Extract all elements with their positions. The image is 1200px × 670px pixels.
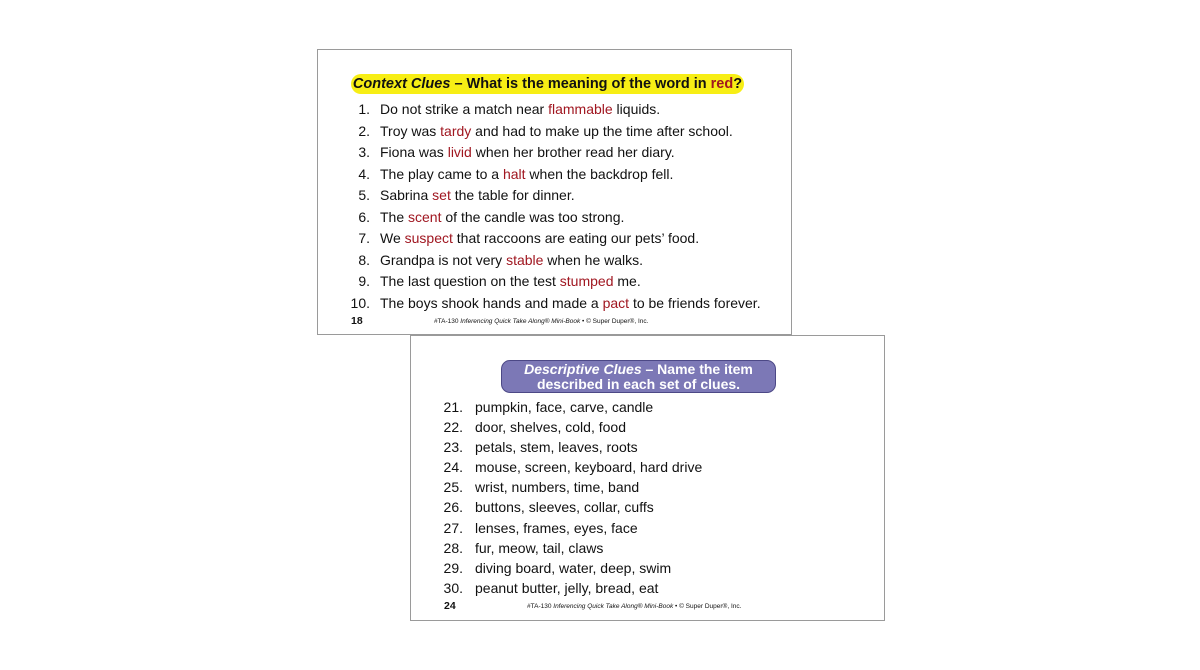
context-clues-banner (351, 74, 744, 94)
list-item (348, 293, 761, 315)
list-item (348, 121, 761, 143)
item-text: buttons, sleeves, collar, cuffs (475, 499, 654, 516)
footer-credit (527, 603, 741, 610)
target-word: halt (502, 165, 526, 182)
item-number: 5. (358, 187, 370, 203)
list-item (348, 99, 761, 121)
footer-code: #TA-130 (527, 603, 554, 610)
item-text: to be friends forever. (629, 294, 761, 311)
list-item (348, 271, 761, 293)
item-number: 25. (443, 479, 463, 496)
banner-italic-title: Context Clues (352, 76, 451, 92)
item-text: Troy was (380, 122, 441, 139)
item-text: The play came to a (380, 165, 503, 182)
banner-italic-title: Descriptive Clues (524, 361, 642, 377)
item-number: 26. (443, 499, 463, 516)
target-word: livid (447, 144, 472, 160)
item-text: Grandpa is not very (380, 251, 507, 268)
item-text: Fiona was (380, 144, 448, 160)
descriptive-clues-list (435, 397, 702, 598)
banner-text: – What is the meaning of the word in (450, 76, 711, 92)
context-clues-list (348, 99, 761, 314)
item-number: 10. (350, 294, 370, 311)
target-word: stumped (559, 273, 614, 289)
item-text: petals, stem, leaves, roots (475, 439, 638, 456)
item-number: 27. (443, 519, 463, 536)
item-text: me. (613, 273, 641, 289)
list-item (435, 477, 702, 497)
footer-code: #TA-130 (434, 318, 461, 325)
item-text: Do not strike a match near (380, 101, 549, 117)
item-text: pumpkin, face, carve, candle (475, 399, 654, 415)
target-word: suspect (404, 230, 453, 246)
target-word: stable (506, 251, 544, 268)
item-text: The (380, 208, 409, 225)
item-number: 22. (443, 419, 463, 436)
list-item (348, 142, 761, 164)
item-number: 3. (358, 144, 370, 160)
list-item (435, 457, 702, 477)
page-number: 24 (444, 600, 456, 612)
item-number: 24. (443, 459, 463, 476)
item-text: Sabrina (380, 187, 433, 203)
item-text: diving board, water, deep, swim (475, 559, 672, 576)
item-text: of the candle was too strong. (441, 208, 625, 225)
item-text: when the backdrop fell. (525, 165, 674, 182)
banner-line-2: described in each set of clues. (536, 376, 741, 392)
page-number: 18 (351, 315, 363, 327)
item-text: The boys shook hands and made a (380, 294, 603, 311)
item-text: door, shelves, cold, food (475, 419, 626, 436)
descriptive-clues-card (410, 335, 885, 621)
target-word: flammable (548, 101, 613, 117)
banner-text: – Name the item (641, 361, 753, 377)
item-text: when he walks. (543, 251, 644, 268)
banner-end: ? (733, 76, 743, 92)
item-text: fur, meow, tail, claws (475, 539, 604, 556)
banner-red-word: red (710, 76, 734, 92)
item-number: 9. (358, 273, 370, 289)
item-text: liquids. (612, 101, 661, 117)
item-text: when her brother read her diary. (471, 144, 675, 160)
target-word: pact (602, 294, 630, 311)
target-word: tardy (440, 122, 472, 139)
list-item (435, 397, 702, 417)
list-item (348, 185, 761, 207)
banner-line-1 (502, 362, 775, 377)
item-number: 30. (443, 579, 463, 596)
context-clues-card (317, 49, 792, 335)
list-item (435, 497, 702, 517)
item-text: mouse, screen, keyboard, hard drive (475, 459, 703, 476)
list-item (348, 207, 761, 229)
item-text: The last question on the test (380, 273, 560, 289)
descriptive-clues-banner (501, 360, 776, 393)
item-text: We (380, 230, 405, 246)
footer-rest: • © Super Duper®, Inc. (580, 318, 649, 325)
list-item (348, 228, 761, 250)
item-text: and had to make up the time after school. (471, 122, 733, 139)
target-word: scent (408, 208, 442, 225)
list-item (435, 437, 702, 457)
item-number: 23. (443, 439, 463, 456)
item-number: 21. (443, 399, 463, 415)
item-number: 6. (358, 208, 370, 225)
list-item (435, 518, 702, 538)
list-item (348, 250, 761, 272)
item-number: 7. (358, 230, 370, 246)
list-item (348, 164, 761, 186)
item-text: peanut butter, jelly, bread, eat (475, 579, 659, 596)
target-word: set (432, 187, 451, 203)
footer-credit (434, 318, 648, 325)
item-number: 8. (358, 251, 370, 268)
item-number: 29. (443, 559, 463, 576)
item-number: 1. (358, 101, 370, 117)
item-text: the table for dinner. (450, 187, 575, 203)
list-item (435, 578, 702, 598)
footer-title: Inferencing Quick Take Along® Mini-Book (553, 603, 674, 610)
item-number: 4. (358, 165, 370, 182)
item-number: 28. (443, 539, 463, 556)
item-text: lenses, frames, eyes, face (475, 519, 638, 536)
item-text: that raccoons are eating our pets’ food. (452, 230, 700, 246)
footer-rest: • © Super Duper®, Inc. (673, 603, 742, 610)
list-item (435, 417, 702, 437)
list-item (435, 558, 702, 578)
item-number: 2. (358, 122, 370, 139)
item-text: wrist, numbers, time, band (475, 479, 640, 496)
list-item (435, 538, 702, 558)
footer-title: Inferencing Quick Take Along® Mini-Book (460, 318, 581, 325)
